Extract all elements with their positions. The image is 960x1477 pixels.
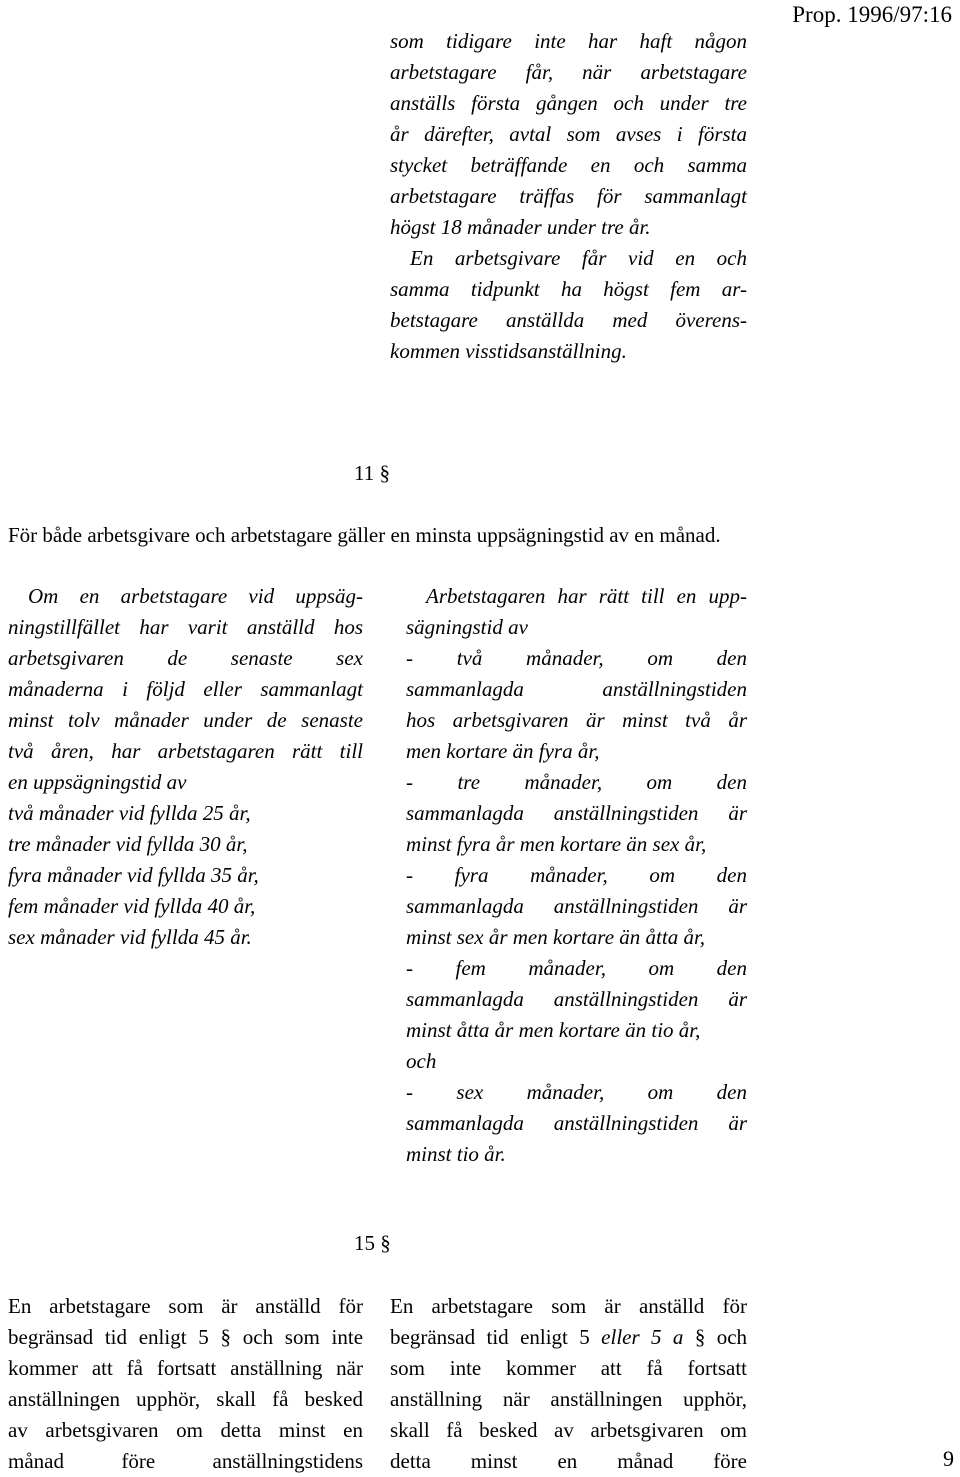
text-line: skall få besked av arbetsgivaren om: [390, 1418, 747, 1442]
section-11-left-column: [8, 581, 363, 953]
text-line: arbetsgivaren de senaste sex: [8, 646, 363, 670]
text-line: minst åtta år men kortare än tio år,: [406, 1018, 701, 1042]
text-line: En arbetstagare som är anställd för: [390, 1294, 747, 1318]
text-line: fem månader vid fyllda 40 år,: [8, 894, 256, 918]
text-line: En arbetsgivare får vid en och: [410, 246, 747, 270]
text-line: kommer att få fortsatt anställning när: [8, 1356, 363, 1380]
text-line: detta minst en månad före: [390, 1449, 747, 1473]
text-line: högst 18 månader under tre år.: [390, 215, 651, 239]
text-line: minst fyra år men kortare än sex år,: [406, 832, 707, 856]
text-line: en uppsägningstid av: [8, 770, 187, 794]
text-fragment: begränsad tid enligt 5: [8, 1325, 209, 1349]
text-line: [390, 1322, 747, 1353]
text-fragment: och som inte: [242, 1325, 364, 1349]
text-line: sammanlagda anställningstiden är: [406, 801, 747, 825]
text-line: arbetstagare träffas för sammanlagt: [390, 184, 747, 208]
list-item: - sex månader, om den: [406, 1080, 747, 1104]
text-fragment: och: [716, 1325, 748, 1349]
section-11-heading: [354, 460, 390, 486]
section-number: 11: [354, 461, 375, 485]
text-line: anställning när anställningen upphör,: [390, 1387, 747, 1411]
text-line: sägningstid av: [406, 615, 528, 639]
text-line: sammanlagda anställningstiden är: [406, 894, 747, 918]
section-number: 15: [354, 1231, 375, 1255]
section-15-heading: [354, 1230, 391, 1256]
list-item: - tre månader, om den: [406, 770, 747, 794]
section-11-right-column: [406, 581, 747, 1170]
section-15-left-column: [8, 1291, 363, 1477]
text-line: minst tio år.: [406, 1142, 506, 1166]
text-line: anställs första gången och under tre: [390, 91, 747, 115]
list-item: - fyra månader, om den: [406, 863, 747, 887]
section-15-right-column: [390, 1291, 747, 1477]
text-line: två månader vid fyllda 25 år,: [8, 801, 251, 825]
text-line: som inte kommer att få fortsatt: [390, 1356, 747, 1380]
section-sign: §: [380, 1231, 391, 1255]
text-line: Om en arbetstagare vid uppsäg-: [28, 584, 363, 608]
text-line: arbetstagare får, när arbetstagare: [390, 60, 747, 84]
text-line: av arbetsgivaren om detta minst en: [8, 1418, 363, 1442]
text-line: fyra månader vid fyllda 35 år,: [8, 863, 259, 887]
text-line: som tidigare inte har haft någon: [390, 29, 747, 53]
text-line: hos arbetsgivaren är minst två år: [406, 708, 747, 732]
text-line: En arbetstagare som är anställd för: [8, 1294, 363, 1318]
text-line: två åren, har arbetstagaren rätt till: [8, 739, 363, 763]
proposition-number: Prop. 1996/97:16: [792, 2, 952, 27]
inserted-text: eller 5 a: [601, 1325, 684, 1349]
text-line: samma tidpunkt ha högst fem ar-: [390, 277, 747, 301]
text-line: månad före anställningstidens: [8, 1449, 363, 1473]
text-line: anställningen upphör, skall få besked: [8, 1387, 363, 1411]
list-item: - två månader, om den: [406, 646, 747, 670]
text-line: sammanlagda anställningstiden är: [406, 1111, 747, 1135]
text-line: [8, 1322, 363, 1353]
text-line: minst tolv månader under de senaste: [8, 708, 363, 732]
text-line: minst sex år men kortare än åtta år,: [406, 925, 706, 949]
list-item: - fem månader, om den: [406, 956, 747, 980]
text-line: Arbetstagaren har rätt till en upp-: [426, 584, 747, 608]
text-line: men kortare än fyra år,: [406, 739, 600, 763]
text-line: stycket beträffande en och samma: [390, 153, 747, 177]
page-number: 9: [943, 1446, 954, 1471]
section-sign: §: [379, 461, 390, 485]
text-line: sammanlagda anställningstiden: [406, 677, 747, 701]
section-11-intro: För både arbetsgivare och arbetstagare gäller en minsta uppsägningstid av en månad.: [8, 523, 721, 547]
text-line: sex månader vid fyllda 45 år.: [8, 925, 252, 949]
text-line: tre månader vid fyllda 30 år,: [8, 832, 248, 856]
section-sign: §: [220, 1325, 232, 1349]
text-line: sammanlagda anställningstiden är: [406, 987, 747, 1011]
text-line: månaderna i följd eller sammanlagt: [8, 677, 363, 701]
text-line: kommen visstidsanställning.: [390, 339, 627, 363]
top-text-block: [390, 26, 747, 367]
text-line: och: [406, 1049, 437, 1073]
text-fragment: begränsad tid enligt 5: [390, 1325, 590, 1349]
text-line: år därefter, avtal som avses i första: [390, 122, 747, 146]
section-sign: §: [694, 1325, 706, 1349]
text-line: ningstillfället har varit anställd hos: [8, 615, 363, 639]
text-line: betstagare anställda med överens-: [390, 308, 747, 332]
